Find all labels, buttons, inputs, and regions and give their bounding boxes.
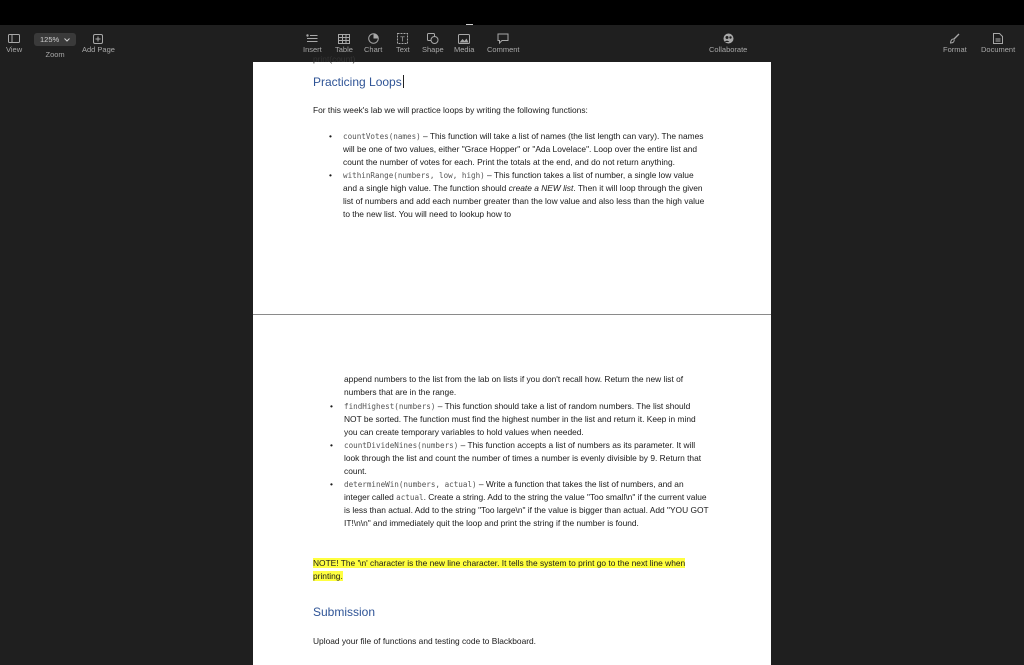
text-button[interactable] [396,33,410,54]
canvas-margin-left [0,62,253,665]
list-item-text-continued: . Then it will loop through the given list of numbers and add each number greater than the low value and also less than the high value to the new list. You will need to lookup how to [343,183,705,219]
svg-text:T: T [400,35,406,44]
bullet-icon: • [330,440,333,450]
submission-paragraph[interactable]: Upload your file of functions and testing code to Blackboard. [313,636,537,646]
format-label: Format [943,45,967,54]
function-list-page-1 [329,130,705,221]
chart-button[interactable] [364,33,382,54]
bullet-icon: • [330,401,333,411]
add-page-icon [93,33,103,44]
media-button[interactable] [454,33,474,54]
comment-icon [497,33,509,44]
canvas-margin-right [771,62,1024,665]
view-button[interactable] [6,33,22,54]
continuation-paragraph[interactable]: append numbers to the list from the lab on lists if you don't recall how. Return the new list of numbers that are in the range. [344,374,684,397]
list-item[interactable] [329,169,705,221]
format-button[interactable] [943,33,967,54]
emphasis-text: create a NEW list [508,183,574,193]
text-cursor [403,75,404,88]
collaborate-button[interactable] [709,33,747,54]
comment-button[interactable] [487,33,520,54]
intro-paragraph[interactable]: For this week's lab we will practice loops by writing the following functions: [313,105,588,115]
table-label: Table [335,45,353,54]
list-item[interactable] [330,439,710,478]
chart-icon [368,33,379,44]
document-page-2[interactable] [253,315,771,665]
list-item-text: – Write a function that takes the list of numbers, and an integer called [344,479,684,502]
zoom-select[interactable] [34,33,76,46]
shape-button[interactable] [422,33,444,54]
code-determine-win: determineWin(numbers, actual) [344,480,477,489]
chevron-down-icon [64,38,70,42]
document-label: Document [981,45,1016,54]
bullet-icon: • [329,170,332,180]
list-item-text-continued: . Create a string. Add to the string the value "Too small\n" if the current value is less than actual. Add to the string "Too large\n" if the value is bigger than actual. Add "YOU GOT IT!\n\n" and immediately quit the loop and print the string if the number is found. [344,492,709,528]
document-icon [993,33,1003,44]
list-item[interactable] [330,400,710,439]
shape-label: Shape [422,45,444,54]
list-item-text: – This function accepts a list of numbers as its parameter. It will look through the list and count the number of times a number is evenly divisible by 9. Return that count. [344,440,702,476]
add-page-label: Add Page [82,45,115,54]
view-label: View [6,45,23,54]
list-item-text: – This function should take a list of random numbers. The list should NOT be sorted. The function must find the highest number in the list and return it. Keep in mind you can create temporary variables to hold values when needed. [344,401,696,437]
insert-list-icon [306,33,318,44]
collaborate-icon [722,33,735,44]
list-item[interactable] [329,130,705,169]
zoom-label: Zoom [45,50,65,59]
code-count-votes: countVotes(names) [343,132,421,141]
list-item[interactable] [330,478,710,530]
media-label: Media [454,45,475,54]
function-list-page-2 [330,400,710,530]
toolbar [0,25,1024,62]
shape-icon [427,33,439,44]
heading-text: Practicing Loops [313,75,402,89]
code-count-divide-nines: countDivideNines(numbers) [344,441,459,450]
document-button[interactable] [981,33,1015,54]
insert-button[interactable] [303,33,322,54]
collaborate-label: Collaborate [709,45,748,54]
window-top-strip [0,0,1024,25]
section-heading-submission[interactable]: Submission [313,605,376,619]
list-item-text: – This function will take a list of names (the list length can vary). The names will be one of two values, either "Grace Hopper" or "Ada Lovelace". Loop over the entire list and count the number of votes for each. Print the totals at the end, and do not return anything. [343,131,704,167]
insert-label: Insert [303,45,322,54]
list-item-text: – This function takes a list of number, a single low value and a single high value. The function should [343,170,694,193]
comment-label: Comment [487,45,520,54]
zoom-value: 125% [40,35,60,44]
table-button[interactable] [335,33,353,54]
table-icon [338,33,350,44]
add-page-button[interactable] [82,33,115,54]
section-heading-practicing-loops[interactable] [313,75,404,89]
text-label: Text [396,45,410,54]
document-page-1[interactable] [253,54,771,314]
media-icon [458,33,470,44]
previous-line-fragment: print(count) [313,54,356,64]
paintbrush-icon [949,33,960,44]
chart-label: Chart [364,45,383,54]
bullet-icon: • [329,131,332,141]
code-within-range: withinRange(numbers, low, high) [343,171,485,180]
zoom-control[interactable] [34,33,76,59]
code-find-highest: findHighest(numbers) [344,402,436,411]
code-actual: actual [396,493,424,502]
note-paragraph[interactable] [313,557,713,582]
bullet-icon: • [330,479,333,489]
highlighted-note: NOTE! The '\n' character is the new line character. It tells the system to print go to the next line when printing. [313,558,686,581]
text-box-icon [397,33,408,44]
sidebar-icon [8,33,20,44]
